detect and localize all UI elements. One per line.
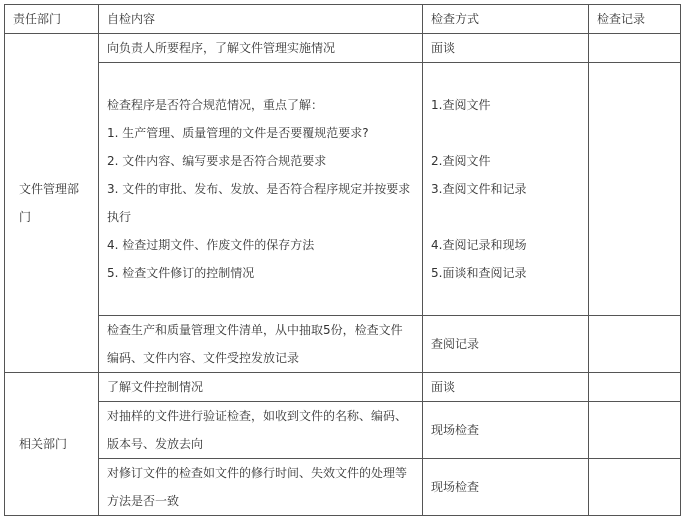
header-dept: 责任部门 [5, 5, 99, 34]
self-inspection-table [4, 4, 681, 516]
header-content: 自检内容 [99, 5, 423, 34]
content-line: 2. 文件内容、编写要求是否符合规范要求 [107, 154, 327, 168]
table-row [5, 63, 681, 316]
method-cell-multiline [423, 63, 589, 316]
header-method: 检查方式 [423, 5, 589, 34]
record-cell [589, 459, 681, 516]
content-line: 4. 检查过期文件、作废文件的保存方法 [107, 238, 315, 252]
method-line: 5.面谈和查阅记录 [431, 266, 527, 280]
table-row [5, 402, 681, 459]
content-cell: 对修订文件的检查如文件的修行时间、失效文件的处理等方法是否一致 [99, 459, 423, 516]
table-row [5, 34, 681, 63]
record-cell [589, 373, 681, 402]
record-cell [589, 316, 681, 373]
content-cell: 向负责人所要程序，了解文件管理实施情况 [99, 34, 423, 63]
method-line: 3.查阅文件和记录 [431, 182, 527, 196]
content-line: 5. 检查文件修订的控制情况 [107, 266, 255, 280]
method-cell: 现场检查 [423, 402, 589, 459]
record-cell [589, 63, 681, 316]
dept-cell-file-management: 文件管理部门 [5, 34, 99, 373]
record-cell [589, 402, 681, 459]
table-row [5, 373, 681, 402]
method-cell: 查阅记录 [423, 316, 589, 373]
method-line: 4.查阅记录和现场 [431, 238, 527, 252]
method-line-gap [431, 119, 580, 147]
method-cell: 面谈 [423, 34, 589, 63]
method-line: 2.查阅文件 [431, 154, 491, 168]
content-line: 3. 文件的审批、发布、发放、是否符合程序规定并按要求执行 [107, 182, 411, 224]
content-line: 1. 生产管理、质量管理的文件是否要覆规范要求? [107, 126, 369, 140]
table-row [5, 459, 681, 516]
table-header-row [5, 5, 681, 34]
table-row [5, 316, 681, 373]
method-line-gap [431, 203, 580, 231]
method-cell: 面谈 [423, 373, 589, 402]
content-cell: 检查生产和质量管理文件清单，从中抽取5份，检查文件编码、文件内容、文件受控发放记录 [99, 316, 423, 373]
dept-cell-related: 相关部门 [5, 373, 99, 516]
method-line: 1.查阅文件 [431, 98, 491, 112]
record-cell [589, 34, 681, 63]
content-cell: 对抽样的文件进行验证检查，如收到文件的名称、编码、版本号、发放去向 [99, 402, 423, 459]
header-record: 检查记录 [589, 5, 681, 34]
method-cell: 现场检查 [423, 459, 589, 516]
content-line: 检查程序是否符合规范情况，重点了解： [107, 98, 324, 112]
content-cell: 了解文件控制情况 [99, 373, 423, 402]
content-cell-multiline [99, 63, 423, 316]
